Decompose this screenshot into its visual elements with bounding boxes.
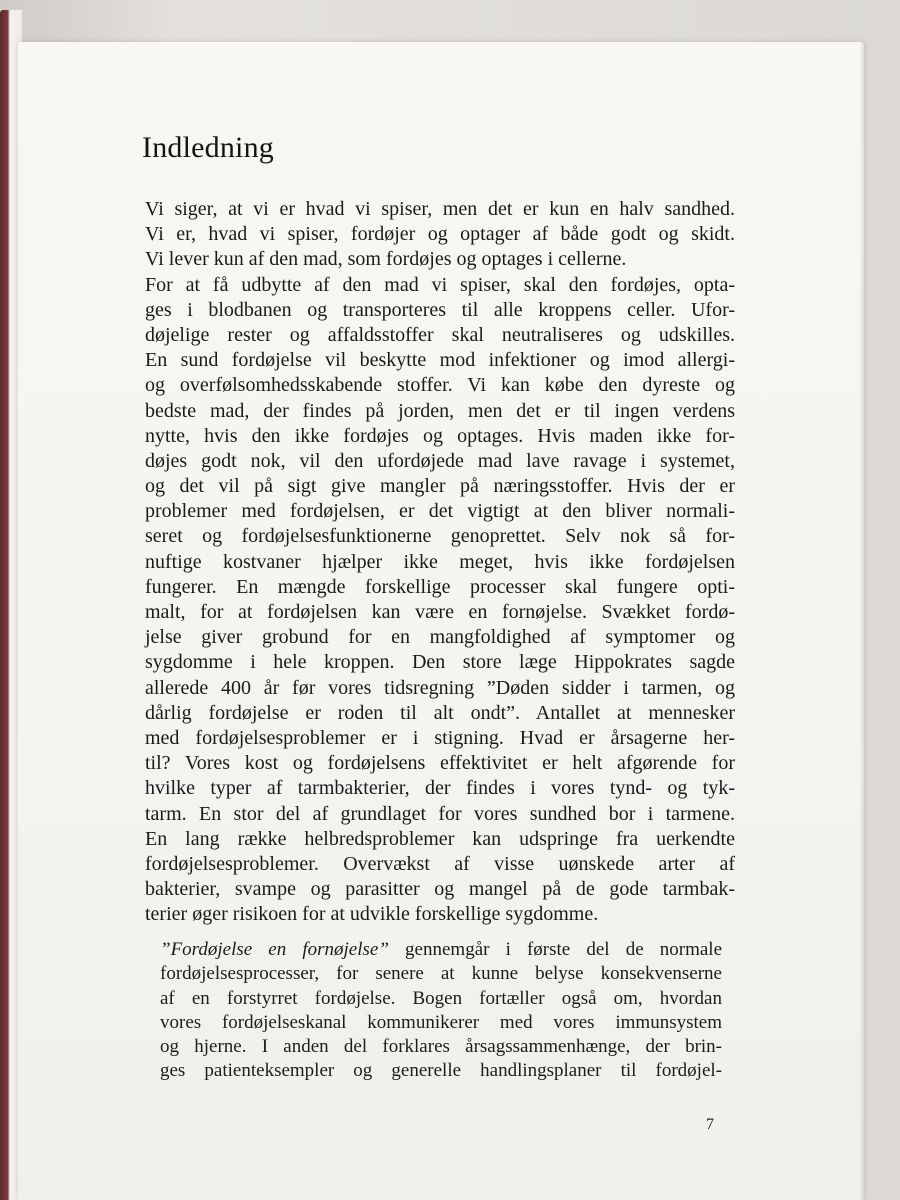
paragraph-1 (145, 197, 735, 927)
text-line: sygdomme i hele kroppen. Den store læge Hippokrates sagde (145, 651, 735, 674)
text-line: Vi lever kun af den mad, som fordøjes og optages i cellerne. (145, 248, 627, 271)
text-line: seret og fordøjelsesfunktionerne genoprettet. Selv nok så for- (145, 525, 735, 548)
text-line: til? Vores kost og fordøjelsens effektivitet er helt afgørende for (145, 752, 735, 775)
text-line: døjelige rester og affaldsstoffer skal neutraliseres og udskilles. (145, 323, 735, 346)
text-line: fordøjelsesprocesser, for senere at kunne belyse konsekvenserne (160, 963, 722, 985)
text-line: nuftige kostvaner hjælper ikke meget, hvis ikke fordøjelsen (145, 550, 735, 573)
text-line: dårlig fordøjelse er roden til alt ondt”. Antallet at mennesker (145, 701, 735, 724)
text-line: hvilke typer af tarmbakterier, der findes i vores tynd- og tyk- (145, 777, 735, 800)
book-title: ”Fordøjelse en fornøjelse” (160, 939, 389, 960)
text-line: For at få udbytte af den mad vi spiser, skal den fordøjes, opta- (145, 273, 735, 296)
text-line: ges patienteksempler og generelle handlingsplaner til fordøjel- (160, 1060, 722, 1082)
text-line: nytte, hvis den ikke fordøjes og optages. Hvis maden ikke for- (145, 424, 735, 447)
text-line (160, 938, 722, 962)
chapter-heading: Indledning (142, 131, 274, 164)
paragraph-2 (160, 938, 722, 1084)
text-line: med fordøjelsesproblemer er i stigning. Hvad er årsagerne her- (145, 726, 735, 749)
text-line: vores fordøjelseskanal kommunikerer med vores immunsystem (160, 1011, 722, 1033)
text-line: Vi er, hvad vi spiser, fordøjer og optager af både godt og skidt. (145, 223, 735, 246)
text-line: og det vil på sigt give mangler på næringsstoffer. Hvis der er (145, 475, 735, 498)
text-line: og hjerne. I anden del forklares årsagssammenhænge, der brin- (160, 1036, 722, 1058)
page-number: 7 (706, 1116, 714, 1133)
text-line: Vi siger, at vi er hvad vi spiser, men det er kun en halv sandhed. (145, 198, 735, 220)
text-line: allerede 400 år før vores tidsregning ”Døden sidder i tarmen, og (145, 676, 735, 699)
text-line: ges i blodbanen og transporteres til alle kroppens celler. Ufor- (145, 298, 735, 321)
text-line: jelse giver grobund for en mangfoldighed af symptomer og (145, 626, 735, 649)
text-line: bakterier, svampe og parasitter og mangel på de gode tarmbak- (145, 878, 735, 901)
text-line: tarm. En stor del af grundlaget for vores sundhed bor i tarmene. (145, 802, 735, 825)
text-line: fungerer. En mængde forskellige processer skal fungere opti- (145, 575, 735, 598)
text-line: terier øger risikoen for at udvikle forskellige sygdomme. (145, 903, 599, 926)
text-line: problemer med fordøjelsen, er det vigtigt at den bliver normali- (145, 500, 735, 523)
text-line: af en forstyrret fordøjelse. Bogen fortæller også om, hvordan (160, 987, 722, 1009)
text-line: bedste mad, der findes på jorden, men det er til ingen verdens (145, 399, 735, 422)
text-line: døjes godt nok, vil den ufordøjede mad lave ravage i systemet, (145, 449, 735, 472)
text-line: og overfølsomhedsskabende stoffer. Vi kan købe den dyreste og (145, 374, 735, 397)
text-line-rest: gennemgår i første del de normale (388, 939, 723, 960)
text-line: malt, for at fordøjelsen kan være en fornøjelse. Svækket fordø- (145, 601, 735, 623)
text-line: En sund fordøjelse vil beskytte mod infektioner og imod allergi- (145, 349, 735, 372)
text-line: En lang række helbredsproblemer kan udspringe fra uerkendte (145, 827, 735, 850)
text-line: fordøjelsesproblemer. Overvækst af visse uønskede arter af (145, 852, 735, 875)
